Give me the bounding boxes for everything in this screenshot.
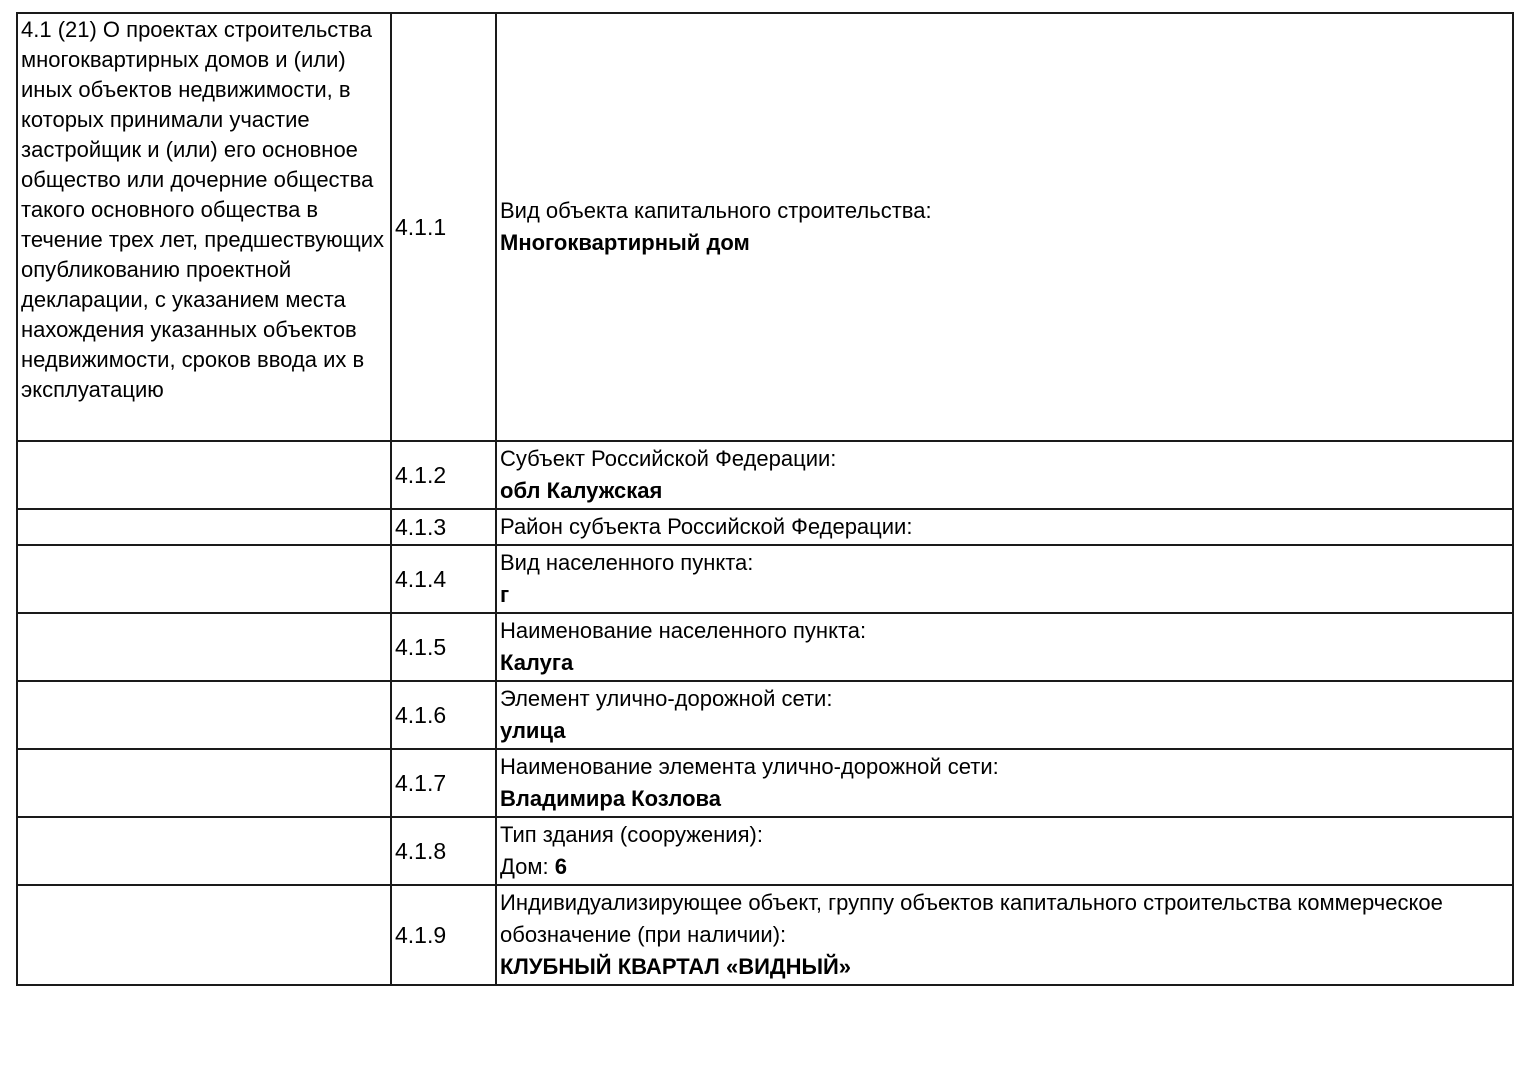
table-row bbox=[17, 885, 1513, 985]
empty-cell bbox=[17, 441, 391, 509]
row-code: 4.1.3 bbox=[391, 509, 496, 545]
field-value: Многоквартирный дом bbox=[500, 230, 750, 255]
row-code: 4.1.8 bbox=[391, 817, 496, 885]
row-code: 4.1.4 bbox=[391, 545, 496, 613]
table-row bbox=[17, 749, 1513, 817]
empty-cell bbox=[17, 509, 391, 545]
row-content bbox=[496, 545, 1513, 613]
field-label: Тип здания (сооружения): bbox=[500, 822, 763, 847]
table-row bbox=[17, 613, 1513, 681]
field-value: г bbox=[500, 582, 510, 607]
row-content bbox=[496, 509, 1513, 545]
field-label: Субъект Российской Федерации: bbox=[500, 446, 837, 471]
empty-cell bbox=[17, 545, 391, 613]
empty-cell bbox=[17, 681, 391, 749]
field-label: Вид населенного пункта: bbox=[500, 550, 754, 575]
row-code: 4.1.6 bbox=[391, 681, 496, 749]
field-value-prefix: Дом: bbox=[500, 854, 555, 879]
row-content bbox=[496, 749, 1513, 817]
empty-cell bbox=[17, 885, 391, 985]
section-description-cell bbox=[17, 13, 391, 441]
field-label: Элемент улично-дорожной сети: bbox=[500, 686, 833, 711]
field-label: Район субъекта Российской Федерации: bbox=[500, 514, 913, 539]
field-label: Наименование элемента улично-дорожной сети: bbox=[500, 754, 999, 779]
field-value: 6 bbox=[554, 854, 567, 879]
row-content bbox=[496, 613, 1513, 681]
empty-cell bbox=[17, 749, 391, 817]
project-declaration-table bbox=[16, 12, 1514, 986]
table-row bbox=[17, 509, 1513, 545]
row-content bbox=[496, 681, 1513, 749]
row-content bbox=[496, 13, 1513, 441]
field-label: Вид объекта капитального строительства: bbox=[500, 198, 932, 223]
row-content bbox=[496, 441, 1513, 509]
row-content bbox=[496, 885, 1513, 985]
table-row bbox=[17, 817, 1513, 885]
table-row bbox=[17, 13, 1513, 441]
row-code: 4.1.9 bbox=[391, 885, 496, 985]
field-value: обл Калужская bbox=[500, 478, 663, 503]
table-row bbox=[17, 441, 1513, 509]
field-label: Наименование населенного пункта: bbox=[500, 618, 867, 643]
table-row bbox=[17, 545, 1513, 613]
field-value-line bbox=[500, 851, 1509, 883]
row-code: 4.1.5 bbox=[391, 613, 496, 681]
field-label: Индивидуализирующее объект, группу объектов капитального строительства коммерческое обозначение (при наличии): bbox=[500, 890, 1443, 947]
section-description: 4.1 (21) О проектах строительства многоквартирных домов и (или) иных объектов недвижимости, в которых принимали участие застройщик и (или) его основное общество или дочерние общества такого основного общества в течение трех лет, предшествующих опубликованию проектной декларации, с указанием места нахождения указанных объектов недвижимости, сроков ввода их в эксплуатацию bbox=[21, 17, 384, 402]
row-code: 4.1.2 bbox=[391, 441, 496, 509]
field-value: Владимира Козлова bbox=[500, 786, 721, 811]
row-code: 4.1.7 bbox=[391, 749, 496, 817]
table-row bbox=[17, 681, 1513, 749]
empty-cell bbox=[17, 613, 391, 681]
row-content bbox=[496, 817, 1513, 885]
field-value: улица bbox=[500, 718, 566, 743]
field-value: Калуга bbox=[500, 650, 574, 675]
empty-cell bbox=[17, 817, 391, 885]
row-code: 4.1.1 bbox=[391, 13, 496, 441]
field-value: КЛУБНЫЙ КВАРТАЛ «ВИДНЫЙ» bbox=[500, 954, 852, 979]
